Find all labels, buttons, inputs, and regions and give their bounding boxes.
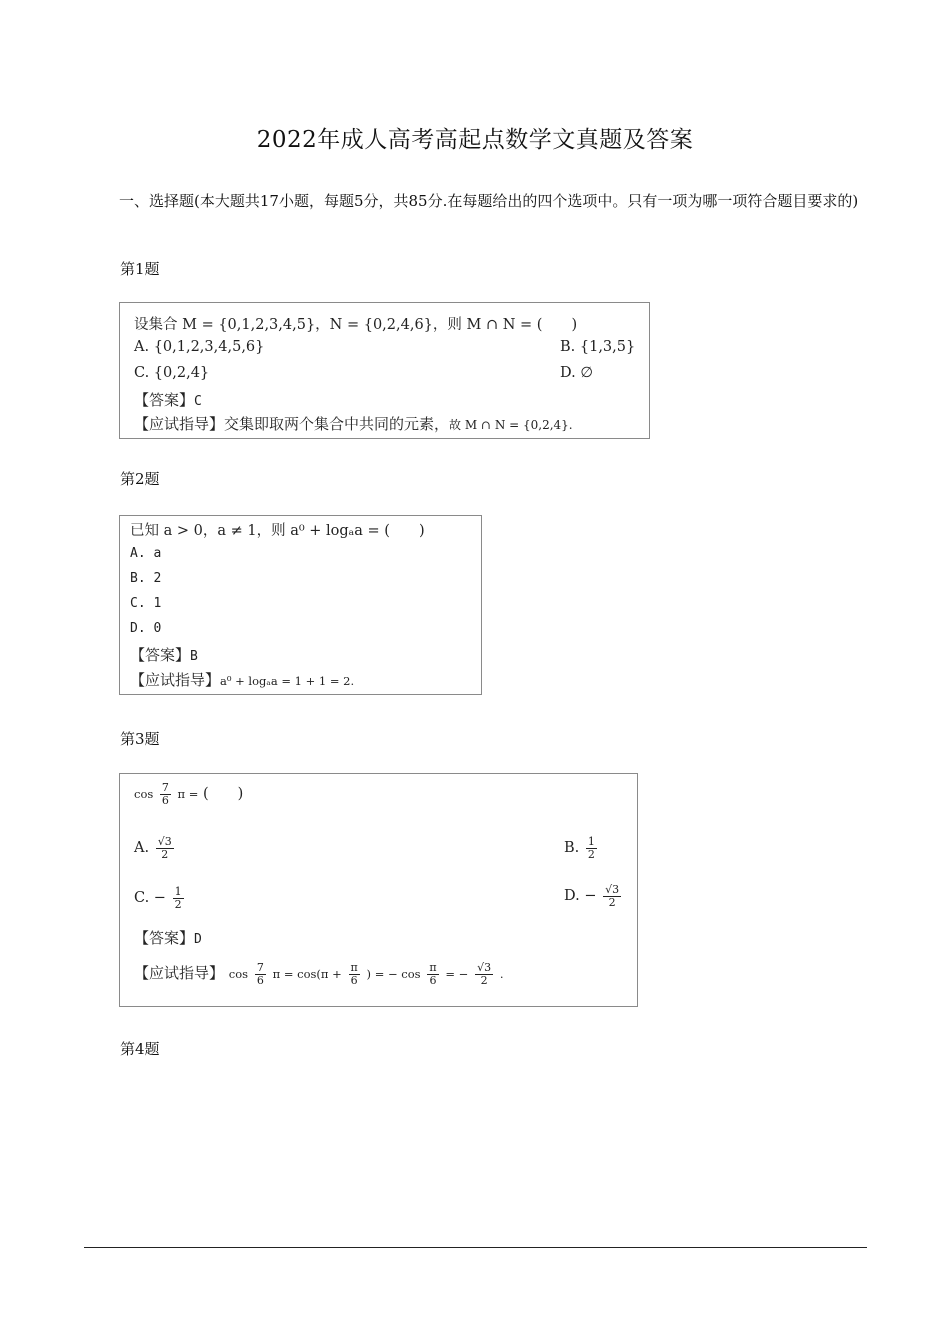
question-1-option-b: B. {1,3,5} — [560, 339, 636, 355]
question-1-option-d: D. ∅ — [560, 365, 593, 381]
question-3-option-c: C. − $\frac{1}{2}$ — [134, 885, 182, 911]
question-3-option-b: B. $\frac{1}{2}$ — [564, 835, 595, 861]
question-2-option-d: D. 0 — [130, 621, 162, 636]
section-intro: 一、选择题(本大题共17小题，每题5分，共85分.在每题给出的四个选项中。只有一项为哪一项符合题目要求的) — [119, 192, 859, 210]
question-2-box — [119, 515, 482, 695]
question-2-guide: 【应试指导】a⁰ + logₐa = 1 + 1 = 2. — [130, 671, 355, 689]
question-3-option-d: D. − $\frac{√3}{2}$ — [564, 883, 620, 909]
question-1-box — [119, 302, 650, 439]
question-4-label: 第4题 — [120, 1040, 160, 1058]
question-1-option-c: C. {0,2,4} — [134, 365, 210, 381]
question-3-stem: cos $\frac{7}{6}$ π = ( ) — [134, 781, 244, 807]
question-2-stem: 已知 a > 0，a ≠ 1，则 a⁰ + logₐa = ( ) — [130, 523, 425, 539]
question-3-label: 第3题 — [120, 730, 160, 748]
question-2-option-a: A. a — [130, 546, 162, 561]
document-title: 2022年成人高考高起点数学文真题及答案 — [256, 127, 694, 153]
question-3-box — [119, 773, 638, 1007]
footer-divider — [84, 1247, 867, 1248]
question-3-answer: 【答案】D — [134, 929, 202, 947]
question-2-answer: 【答案】B — [130, 646, 198, 664]
question-1-label: 第1题 — [120, 260, 160, 278]
question-3-option-a: A. $\frac{√3}{2}$ — [134, 835, 172, 861]
question-3-guide: 【应试指导】 cos $\frac{7}{6}$ π = cos(π + $\frac{\pi}{6}$ ) = − cos $\frac{\pi}{6}$ = − $\frac{√3}{2}$ . — [134, 961, 504, 987]
question-1-option-a: A. {0,1,2,3,4,5,6} — [134, 339, 265, 355]
question-2-label: 第2题 — [120, 470, 160, 488]
question-1-stem: 设集合 M = {0,1,2,3,4,5}，N = {0,2,4,6}，则 M ∩ N = ( ) — [134, 317, 578, 333]
question-1-answer: 【答案】C — [134, 391, 202, 409]
question-2-option-c: C. 1 — [130, 596, 162, 611]
question-1-guide: 【应试指导】交集即取两个集合中共同的元素，故 M ∩ N = {0,2,4}. — [134, 415, 573, 433]
question-2-option-b: B. 2 — [130, 571, 162, 586]
